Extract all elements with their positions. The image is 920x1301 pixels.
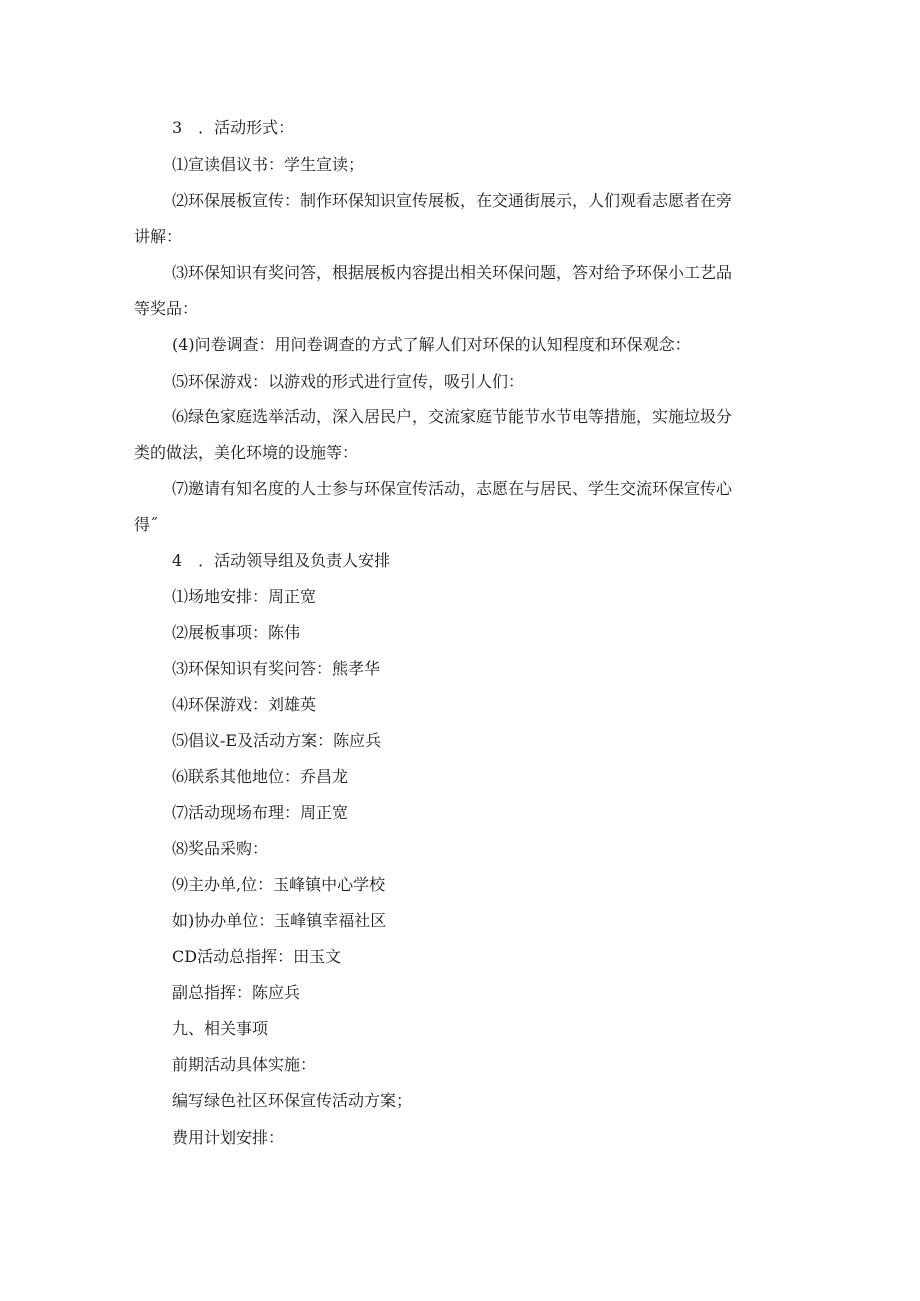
- text-line: 讲解：: [134, 227, 183, 246]
- text-line: ⑹绿色家庭选举活动，深入居民户，交流家庭节能节水节电等措施，实施垃圾分: [172, 407, 733, 426]
- section-3-heading: 3 ．活动形式：: [172, 118, 295, 137]
- text-line: ⑹联系其他地位：乔昌龙: [172, 767, 349, 786]
- text-line: ⑺邀请有知名度的人士参与环保宣传活动，志愿在与居民、学生交流环保宣传心: [172, 479, 733, 498]
- text-line: ⑼主办单,位：玉峰镇中心学校: [172, 875, 386, 894]
- text-line: 费用计划安排：: [172, 1128, 285, 1147]
- text-line: ⑴宣读倡议书：学生宣读；: [172, 155, 365, 174]
- text-line: ⑵展板事项：陈伟: [172, 623, 301, 642]
- text-line: ⑴场地安排：周正宽: [172, 587, 317, 606]
- text-line: 等奖品：: [134, 299, 199, 318]
- text-line: 得˝: [134, 515, 159, 534]
- text-line: 副总指挥：陈应兵: [172, 983, 301, 1002]
- text-line: 类的做法，美化环境的设施等：: [134, 443, 359, 462]
- text-line: ⑶环保知识有奖问答：熊孝华: [172, 659, 381, 678]
- text-line: ⑺活动现场布理：周正宽: [172, 803, 349, 822]
- text-line: 如)协办单位：玉峰镇幸福社区: [172, 911, 387, 930]
- text-line: ⑶环保知识有奖问答，根据展板内容提出相关环保问题，答对给予环保小工艺品: [172, 263, 733, 282]
- section-4-heading: 4 ．活动领导组及负责人安排: [172, 551, 391, 570]
- text-line: ⑵环保展板宣传：制作环保知识宣传展板，在交通街展示，人们观看志愿者在旁: [172, 191, 733, 210]
- text-line: CD活动总指挥：田玉文: [172, 947, 342, 966]
- text-line: ⑸环保游戏：以游戏的形式进行宣传，吸引人们：: [172, 372, 525, 391]
- section-9-heading: 九、相关事项: [172, 1019, 269, 1038]
- text-line: 前期活动具体实施：: [172, 1055, 317, 1074]
- text-line: (4)问卷调查：用问卷调查的方式了解人们对环保的认知程度和环保观念：: [172, 335, 691, 354]
- text-line: ⑷环保游戏：刘雄英: [172, 695, 317, 714]
- text-line: ⑻奖品采购：: [172, 839, 269, 858]
- text-line: 编写绿色社区环保宣传活动方案；: [172, 1091, 413, 1110]
- text-line: ⑸倡议-E及活动方案：陈应兵: [172, 731, 382, 750]
